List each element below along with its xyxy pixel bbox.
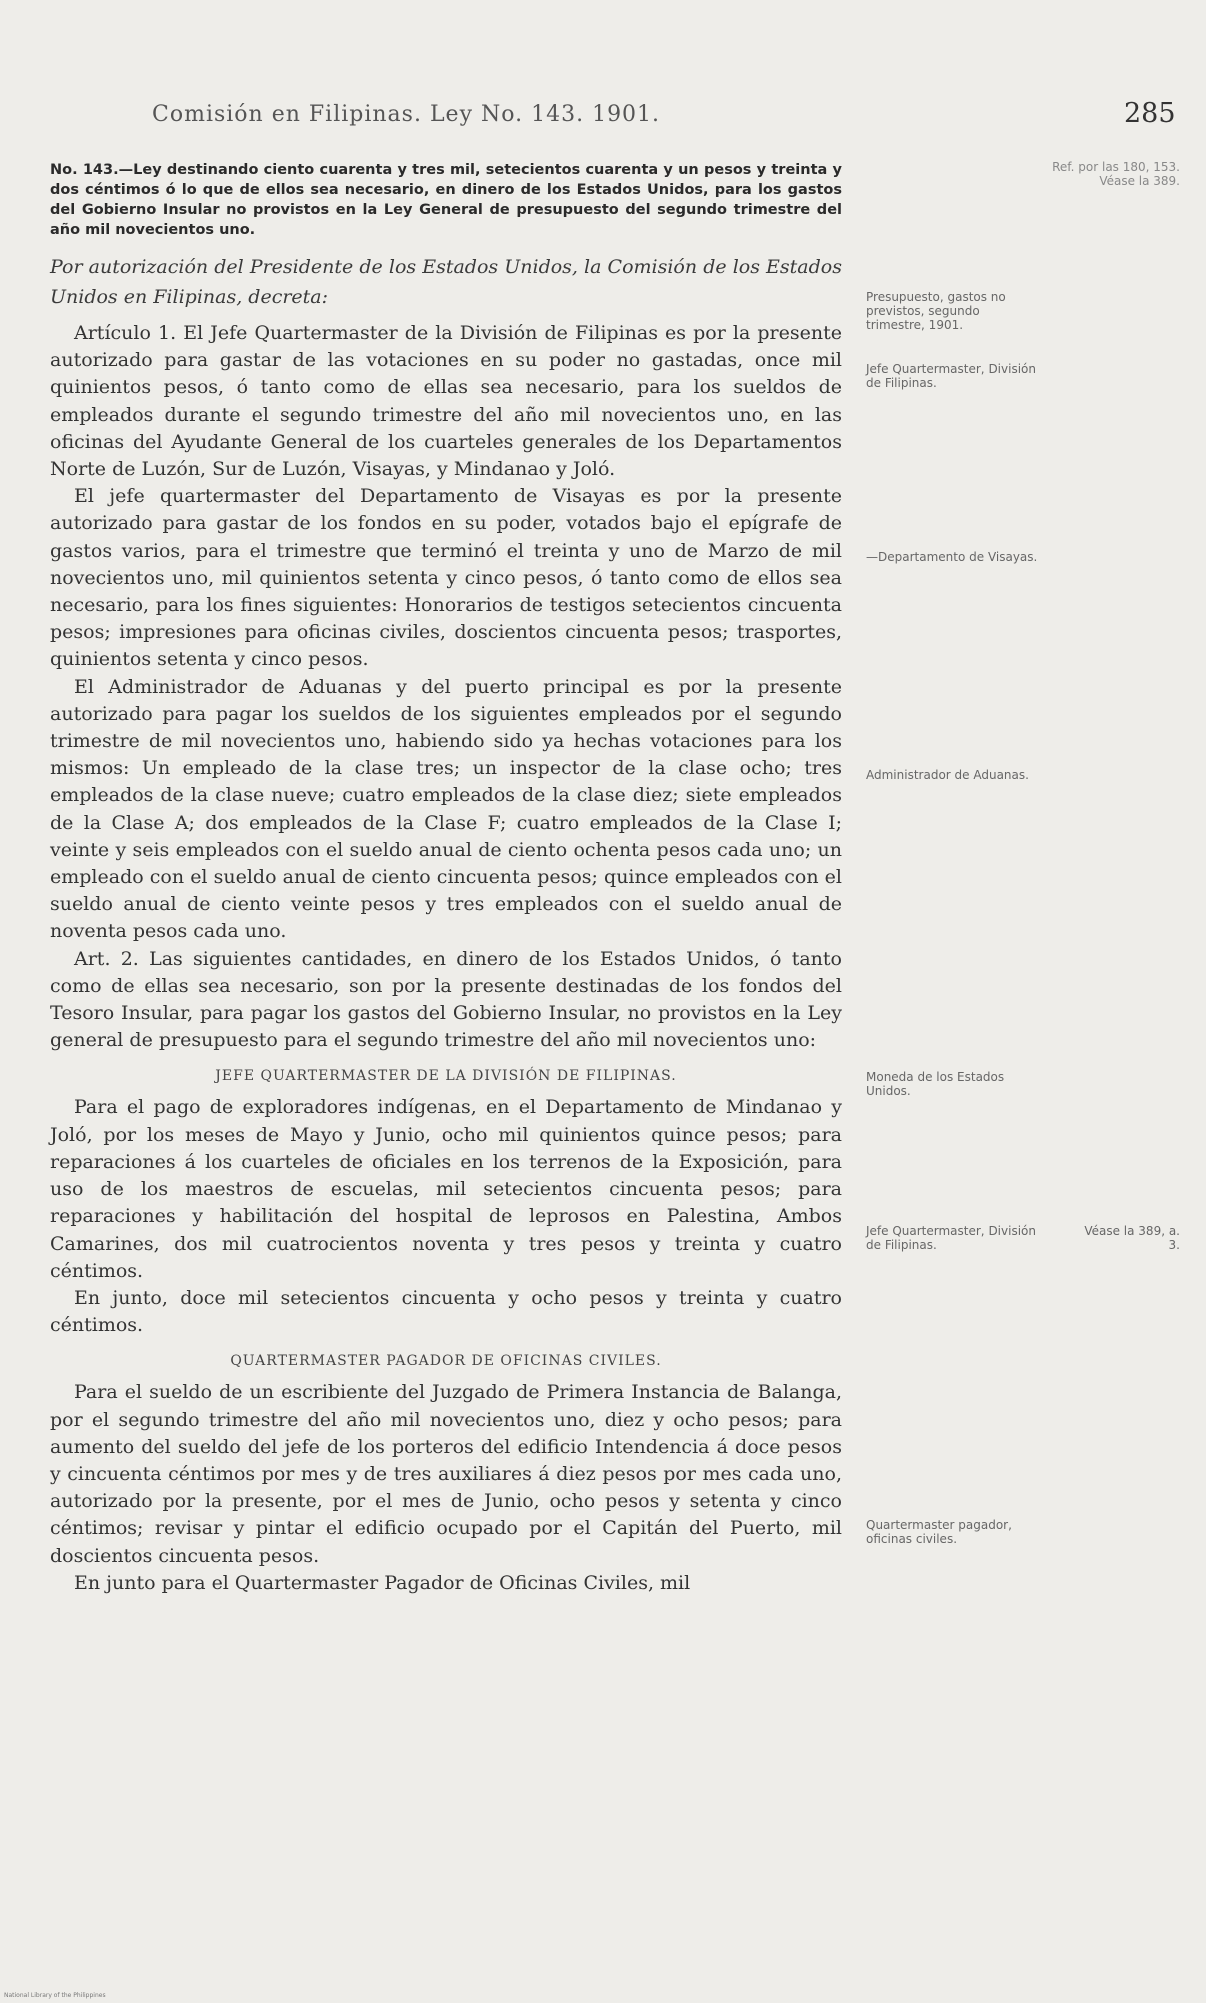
civil-offices-paragraph: Para el sueldo de un escribiente del Juzgado de Primera Instancia de Balanga, por el segundo trimestre del año mil novecientos uno, diez y ocho pesos; para aumento del sueldo del jefe de los porteros del edificio Intendencia á doce pesos y cincuenta céntimos por mes y de tres auxiliares á diez pesos por mes cada uno, autorizado por la presente, por el mes de Junio, ocho pesos y setenta y cinco céntimos; revisar y pintar el edificio ocupado por el Capitán del Puerto, mil doscientos cincuenta pesos.	[50, 1381, 842, 1567]
section-heading-civil-offices: QUARTERMASTER PAGADOR DE OFICINAS CIVILES.	[230, 1353, 662, 1370]
margin-note-civil-offices: Quartermaster pagador, oficinas civiles.	[866, 1518, 1012, 1546]
see-also-note: Véase la 389, a. 3.	[1084, 1224, 1180, 1252]
section-heading-quartermaster: JEFE QUARTERMASTER DE LA DIVISIÓN DE FILIPINAS.	[215, 1068, 677, 1085]
act-summary: No. 143.—Ley destinando ciento cuarenta y tres mil, setecientos cuarenta y un pesos y treinta y dos céntimos ó lo que de ellos sea necesario, en dinero de los Estados Unidos, para los gastos del Gobierno Insular no provistos en la Ley General de presupuesto del segundo trimestre del año mil novecientos uno.	[50, 162, 842, 238]
margin-note-quartermaster-division: Jefe Quartermaster, División de Filipinas.	[866, 1224, 1036, 1252]
margin-note-currency: Moneda de los Estados Unidos.	[866, 1070, 1005, 1098]
margin-note-budget: Presupuesto, gastos no previstos, segundo trimestre, 1901.	[866, 290, 1006, 332]
margin-note-visayas: —Departamento de Visayas.	[866, 550, 1038, 564]
civil-offices-total: En junto para el Quartermaster Pagador de Oficinas Civiles, mil	[74, 1571, 691, 1594]
article-2-paragraph: Art. 2. Las siguientes cantidades, en dinero de los Estados Unidos, ó tanto como de ellas sea necesario, son por la presente destinadas de los fondos del Tesoro Insular, para pagar los gastos del Gobierno Insular, no provistos en la Ley general de presupuesto para el segundo trimestre del año mil novecientos uno:	[50, 947, 842, 1052]
margin-notes	[866, 0, 1186, 2003]
customs-paragraph: El Administrador de Aduanas y del puerto principal es por la presente autorizado para pagar los sueldos de los siguientes empleados por el segundo trimestre de mil novecientos uno, habiendo sido ya hechas votaciones para los mismos: Un empleado de la clase tres; un inspector de la clase ocho; tres empleados de la clase nueve; cuatro empleados de la clase diez; siete empleados de la Clase A; dos empleados de la Clase F; cuatro empleados de la Clase I; veinte y seis empleados con el sueldo anual de ciento ochenta pesos cada uno; un empleado con el sueldo anual de ciento cincuenta pesos; quince empleados con el sueldo anual de ciento veinte pesos y tres empleados con el sueldo anual de noventa pesos cada uno.	[50, 675, 842, 943]
page-number: 285	[1124, 98, 1176, 129]
article-1-paragraph: Artículo 1. El Jefe Quartermaster de la División de Filipinas es por la presente autorizado para gastar de las votaciones en su poder no gastadas, once mil quinientos pesos, ó tanto como de ellas sea necesario, para los sueldos de empleados durante el segundo trimestre del año mil novecientos uno, en las oficinas del Ayudante General de los cuarteles generales de los Departamentos Norte de Luzón, Sur de Luzón, Visayas, y Mindanao y Joló.	[50, 322, 842, 481]
cross-reference-note: Ref. por las 180, 153. Véase la 389.	[1052, 160, 1180, 188]
quartermaster-paragraph: Para el pago de exploradores indígenas, en el Departamento de Mindanao y Joló, por los meses de Mayo y Junio, ocho mil quinientos quince pesos; para reparaciones á los cuarteles de oficiales en los terrenos de la Exposición, para uso de los maestros de escuelas, mil setecientos cincuenta pesos; para reparaciones y habilitación del hospital de leprosos en Palestina, Ambos Camarines, dos mil cuatrocientos noventa y tres pesos y treinta y cuatro céntimos.	[50, 1096, 842, 1282]
enacting-clause: Por autorización del Presidente de los Estados Unidos, la Comisión de los Estados Unidos en Filipinas, decreta:	[50, 256, 842, 308]
main-text	[50, 160, 842, 1597]
margin-note-quartermaster: Jefe Quartermaster, División de Filipinas.	[866, 362, 1036, 390]
quartermaster-total: En junto, doce mil setecientos cincuenta y ocho pesos y treinta y cuatro céntimos.	[50, 1286, 842, 1337]
footer-credit: National Library of the Philippines	[4, 1992, 106, 1999]
visayas-paragraph: El jefe quartermaster del Departamento de Visayas es por la presente autorizado para gastar de los fondos en su poder, votados bajo el epígrafe de gastos varios, para el trimestre que terminó el treinta y uno de Marzo de mil novecientos uno, mil quinientos setenta y cinco pesos, ó tanto como de ellos sea necesario, para los fines siguientes: Honorarios de testigos setecientos cincuenta pesos; impresiones para oficinas civiles, doscientos cincuenta pesos; trasportes, quinientos setenta y cinco pesos.	[50, 485, 842, 671]
margin-note-customs: Administrador de Aduanas.	[866, 768, 1029, 782]
running-head: Comisión en Filipinas. Ley No. 143. 1901.	[152, 102, 661, 127]
